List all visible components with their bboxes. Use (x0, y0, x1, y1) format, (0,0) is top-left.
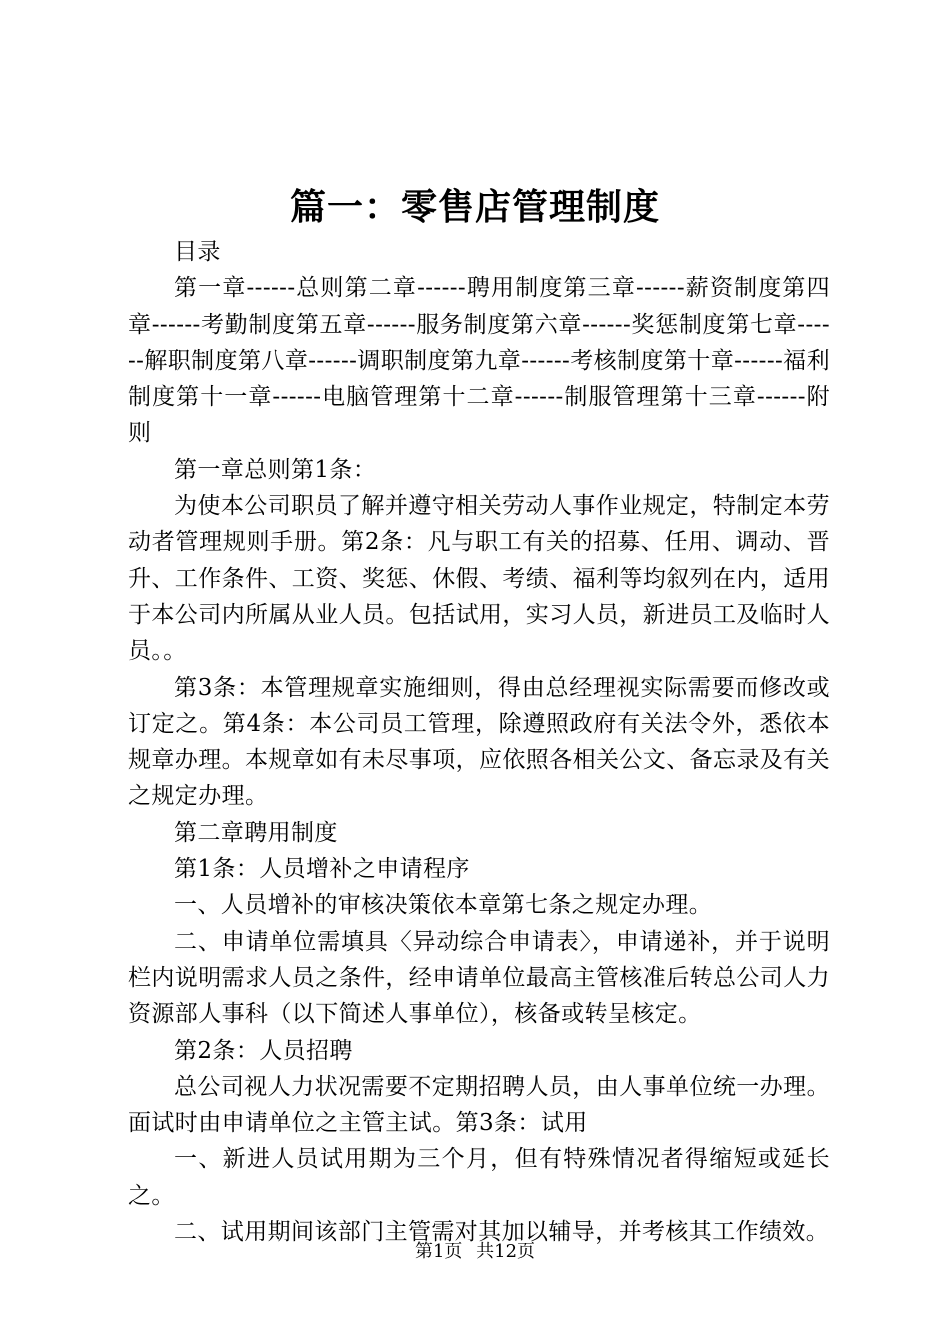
chapter-2-article-3-item-2: 二、试用期间该部门主管需对其加以辅导，并考核其工作绩效。 (174, 1219, 830, 1246)
document-body (128, 234, 830, 1250)
chapter-1-article-3-4: 第3条：本管理规章实施细则，得由总经理视实际需要而修改或订定之。第4条：本公司员工管理，除遵照政府有关法令外，悉依本规章办理。本规章如有未尽事项，应依照各相关公文、备忘录及有关之规定办理。 (128, 674, 830, 810)
page-total: 共12页 (476, 1241, 536, 1262)
chapter-2-heading: 第二章聘用制度 (174, 819, 338, 846)
chapter-1-article-1-2: 为使本公司职员了解并遵守相关劳动人事作业规定，特制定本劳动者管理规则手册。第2条：凡与职工有关的招募、任用、调动、晋升、工作条件、工资、奖惩、休假、考绩、福利等均叙列在内，适用于本公司内所属从业人员。包括试用，实习人员，新进员工及临时人员。。 (128, 493, 830, 665)
chapter-2-article-2-heading: 第2条：人员招聘 (174, 1037, 353, 1064)
document-title: 篇一：零售店管理制度 (289, 186, 660, 228)
chapter-2-article-1-item-2: 二、申请单位需填具〈异动综合申请表〉，申请递补，并于说明栏内说明需求人员之条件，经申请单位最高主管核准后转总公司人力资源部人事科（以下简述人事单位），核备或转呈核定。 (128, 928, 830, 1028)
page-number: 第1页 (414, 1241, 463, 1262)
chapter-2-article-2-body: 总公司视人力状况需要不定期招聘人员，由人事单位统一办理。面试时由申请单位之主管主试。第3条：试用 (128, 1073, 830, 1137)
toc-chapter-list: 第一章------总则第二章------聘用制度第三章------薪资制度第四章------考勤制度第五章------服务制度第六章------奖惩制度第七章------解职制度第八章------调职制度第九章------考核制度第十章------福利制度第十一章------电脑管理第十二章------制服管理第十三章------附则 (128, 275, 830, 447)
chapter-2-article-3-item-1: 一、新进人员试用期为三个月，但有特殊情况者得缩短或延长之。 (128, 1146, 830, 1209)
chapter-2-article-1-item-1: 一、人员增补的审核决策依本章第七条之规定办理。 (174, 892, 713, 919)
chapter-2-article-1-heading: 第1条：人员增补之申请程序 (174, 856, 470, 883)
page-footer (0, 1240, 950, 1264)
chapter-1-heading: 第一章总则第1条： (174, 456, 377, 483)
toc-heading: 目录 (174, 239, 221, 265)
